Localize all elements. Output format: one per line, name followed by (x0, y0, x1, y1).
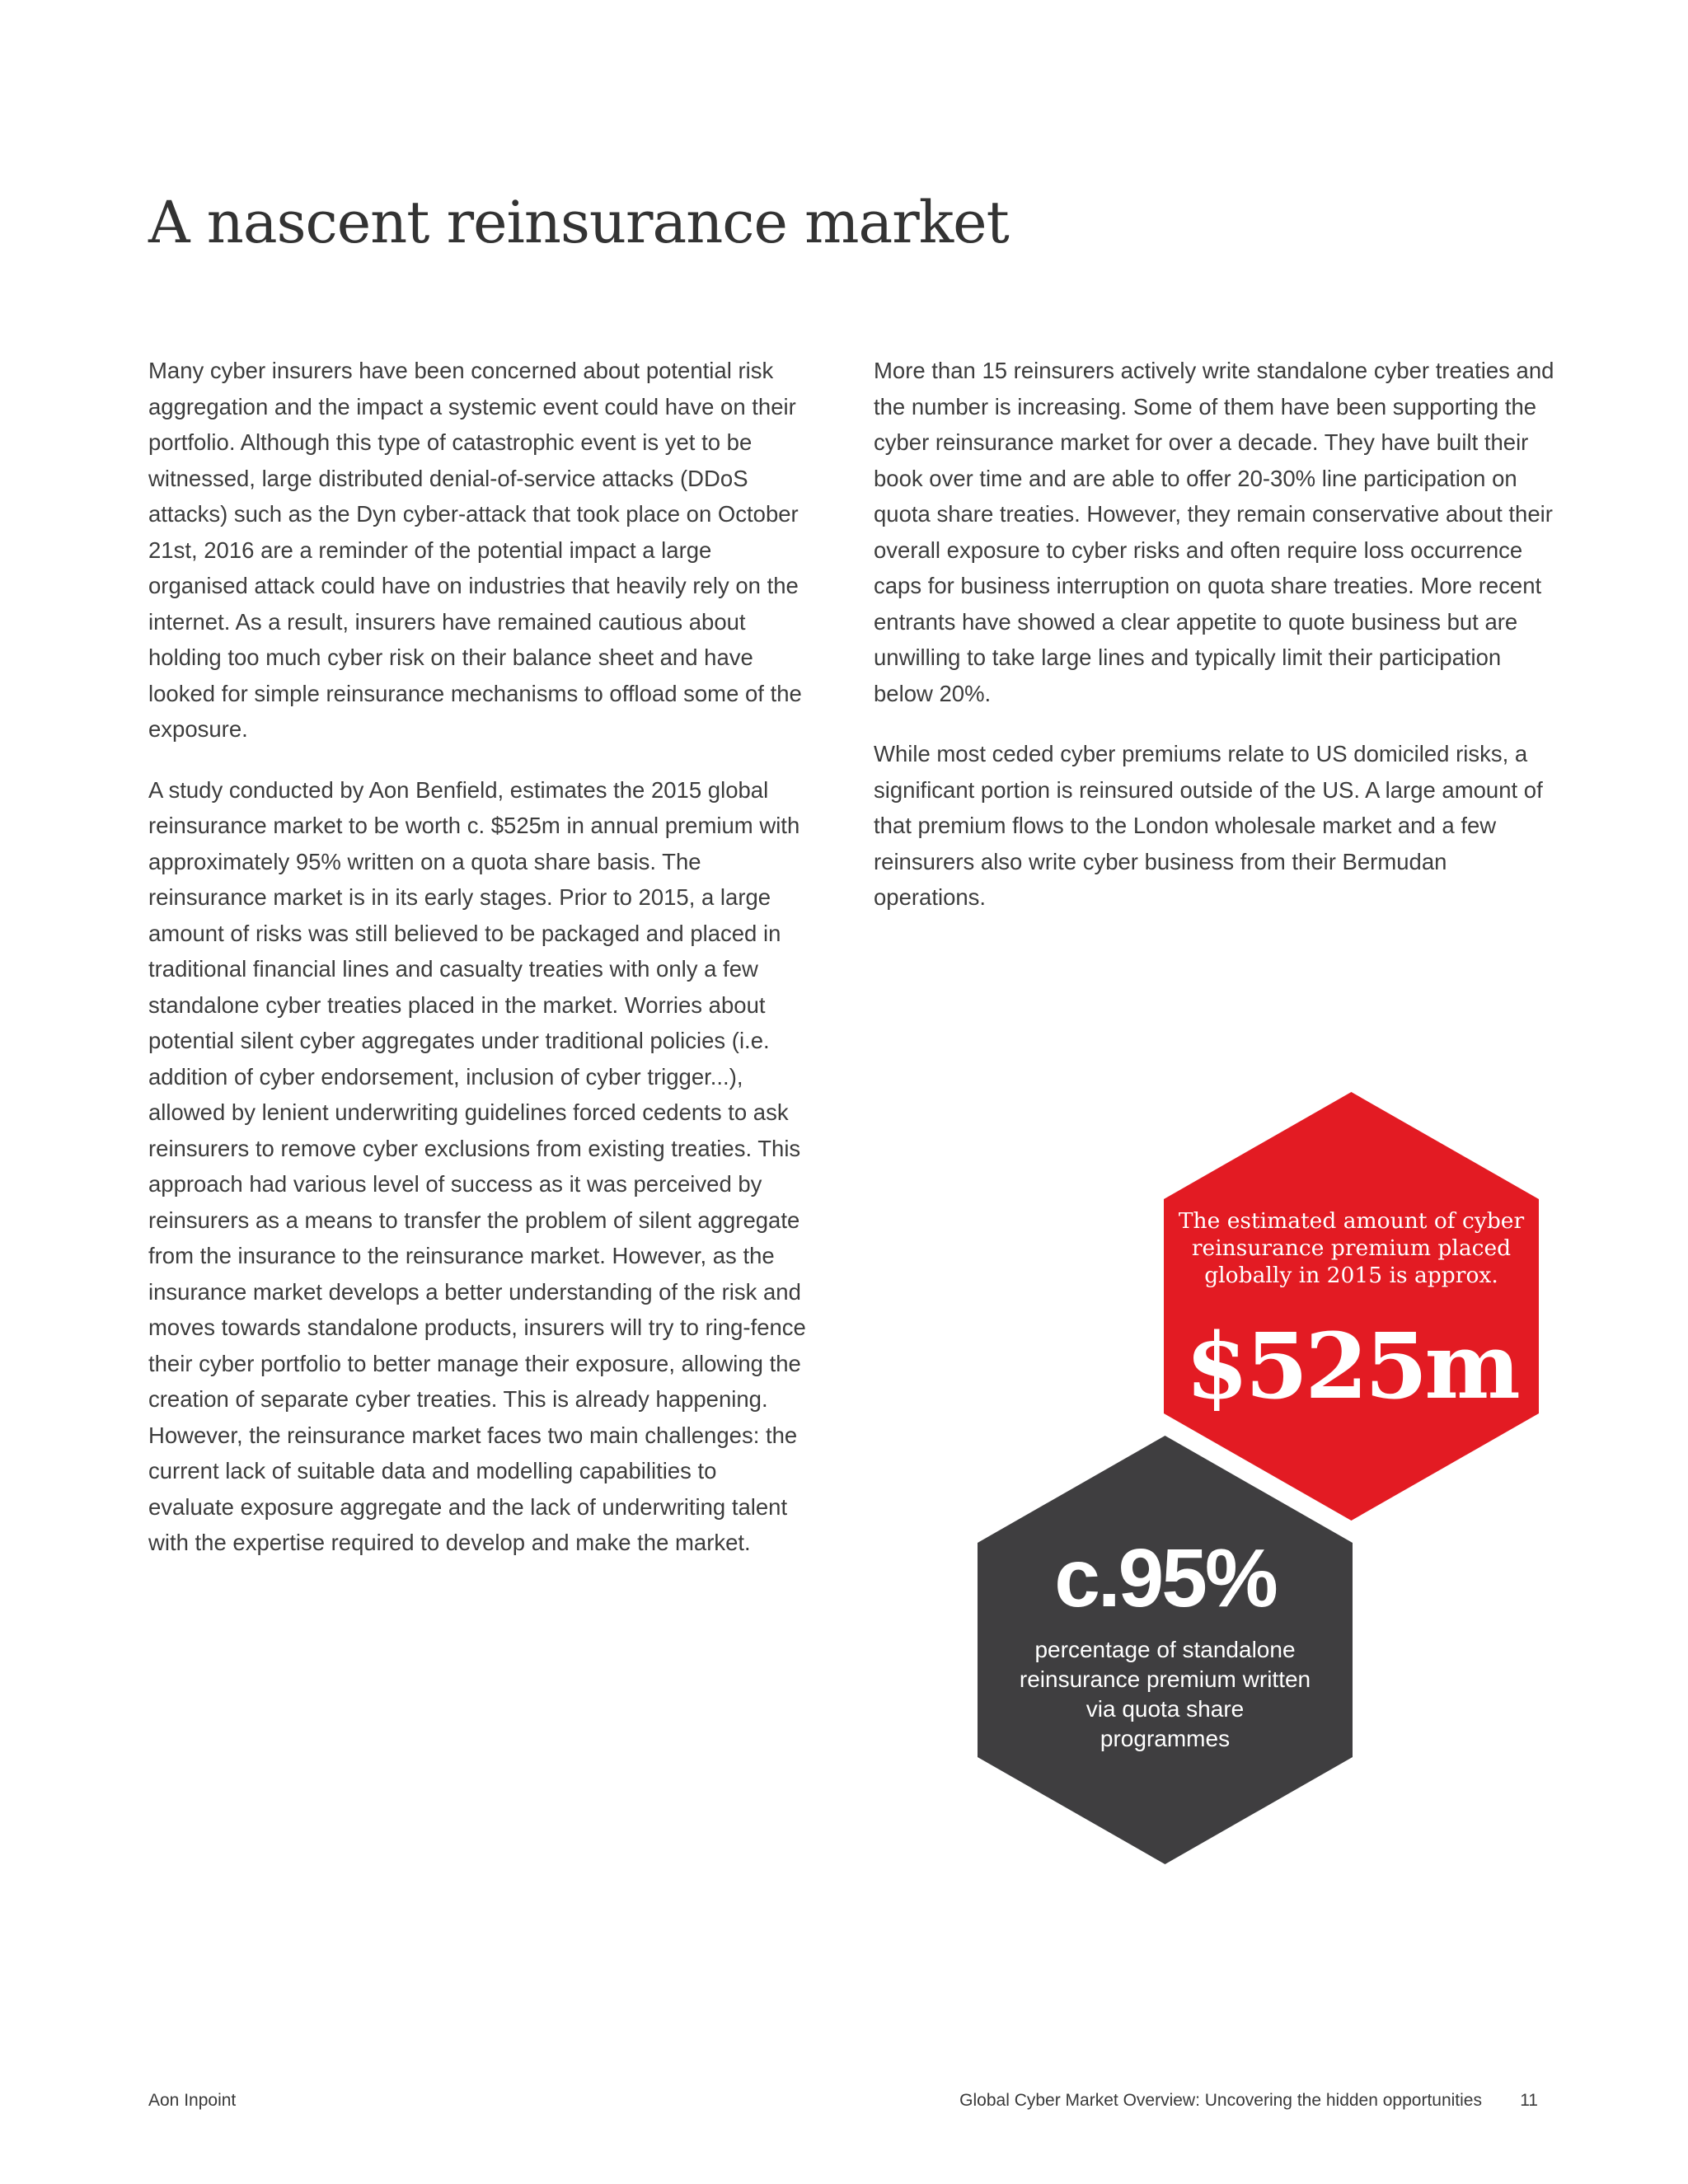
footer-document-title: Global Cyber Market Overview: Uncovering the hidden opportunities (959, 2091, 1482, 2110)
footer-brand: Aon Inpoint (148, 2091, 237, 2110)
grey-callout-figure: c.95% (1054, 1532, 1276, 1624)
left-paragraph-2: A study conducted by Aon Benfield, estimates the 2015 global reinsurance market to be worth c. $525m in annual premium with approximately 95% written on a quota share basis. The reinsurance market is in its early stages. Prior to 2015, a large amount of risks was still believed to be packaged and placed in traditional financial lines and casualty treaties with only a few standalone cyber treaties placed in the market. Worries about potential silent cyber aggregates under traditional policies (i.e. addition of cyber endorsement, inclusion of cyber trigger...), allowed by lenient underwriting guidelines forced cedents to ask reinsurers to remove cyber exclusions from existing treaties. This approach had various level of success as it was perceived by reinsurers as a means to transfer the problem of silent aggregate from the insurance to the reinsurance market. However, as the insurance market develops a better understanding of the risk and moves towards standalone products, insurers will try to ring-fence their cyber portfolio to better manage their exposure, allowing the creation of separate cyber treaties. This is already happening. However, the reinsurance market faces two main challenges: the current lack of suitable data and modelling capabilities to evaluate exposure aggregate and the lack of underwriting talent with the expertise required to develop and make the market. (148, 776, 806, 1555)
left-paragraph-1: Many cyber insurers have been concerned about potential risk aggregation and the impact a systemic event could have on their portfolio. Although this type of catastrophic event is yet to be witnessed, large distributed denial-of-service attacks (DDoS attacks) such as the Dyn cyber-attack that took place on October 21st, 2016 are a reminder of the potential impact a large organised attack could have on industries that heavily rely on the internet. As a result, insurers have remained cautious about holding too much cyber risk on their balance sheet and have looked for simple reinsurance mechanisms to offload some of the exposure. (148, 358, 802, 742)
right-paragraph-2: While most ceded cyber premiums relate to US domiciled risks, a significant portion is reinsured outside of the US. A large amount of that premium flows to the London wholesale market and a few reinsurers also write cyber business from their Bermudan operations. (874, 741, 1543, 910)
right-column (874, 353, 1558, 940)
red-callout-text: The estimated amount of cyber reinsurance premium placed globally in 2015 is approx. (1178, 1208, 1525, 1288)
footer-page-number: 11 (1520, 2091, 1538, 2110)
red-callout-figure: $525m (1185, 1313, 1517, 1419)
left-column (148, 353, 808, 1586)
right-paragraph-1: More than 15 reinsurers actively write standalone cyber treaties and the number is increasing. Some of them have been supporting the cyber reinsurance market for over a decade. They have built their book over time and are able to offer 20-30% line participation on quota share treaties. However, they remain conservative about their overall exposure to cyber risks and often require loss occurrence caps for business interruption on quota share treaties. More recent entrants have showed a clear appetite to quote business but are unwilling to take large lines and typically limit their participation below 20%. (874, 358, 1554, 706)
page-title: A nascent reinsurance market (148, 189, 1009, 256)
red-hexagon-callout (1164, 1092, 1539, 1521)
grey-callout-text: percentage of standalone reinsurance premium written via quota share programmes (1019, 1637, 1311, 1751)
